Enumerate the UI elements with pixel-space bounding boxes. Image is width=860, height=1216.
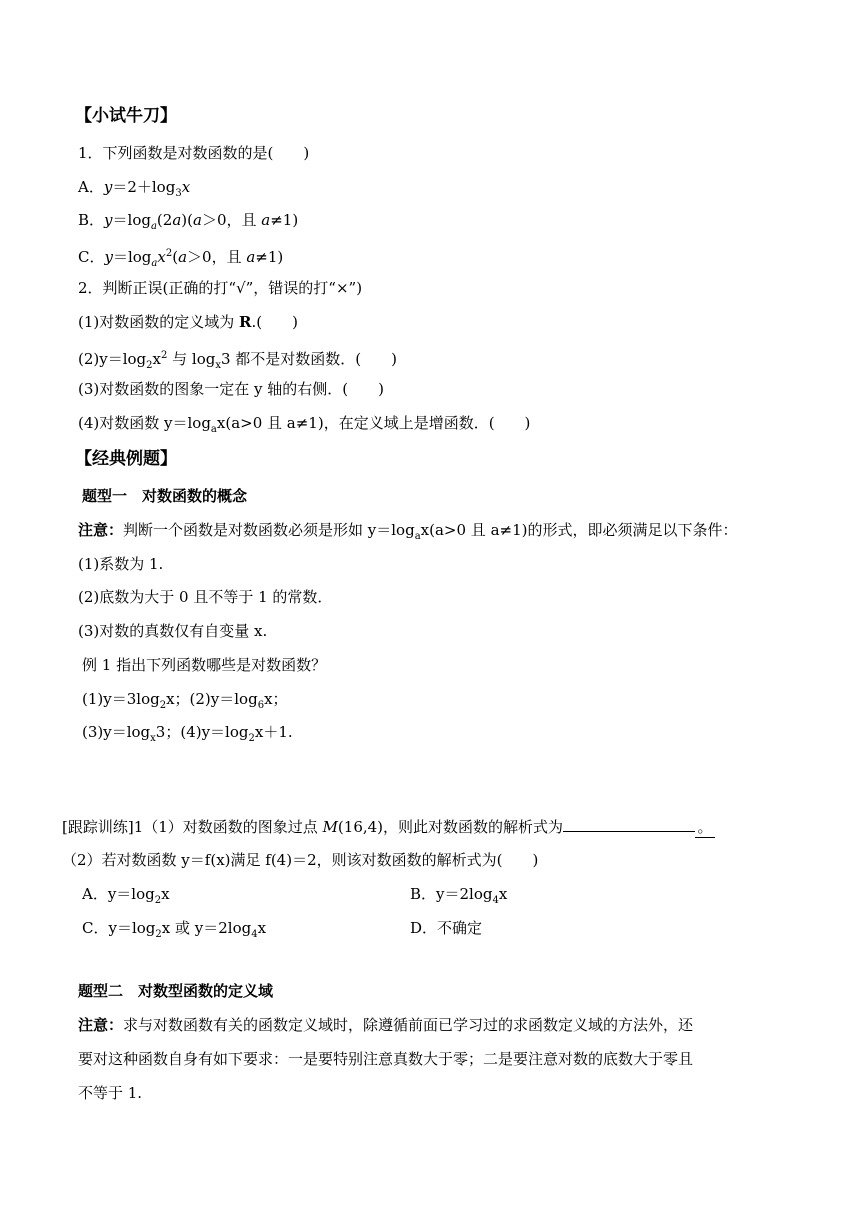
training-2-stem: （2）若对数函数 y＝f(x)满足 f(4)＝2，则该对数函数的解析式为( ) bbox=[62, 851, 539, 869]
section-heading-examples: 【经典例题】 bbox=[75, 449, 177, 469]
note-2-line-3: 不等于 1. bbox=[78, 1084, 143, 1102]
topic-1-title: 题型一 对数函数的概念 bbox=[82, 487, 248, 505]
training-2-option-a: A．$y=\log_2x$ bbox=[82, 885, 170, 906]
condition-3: (3)对数的真数仅有自变量 x. bbox=[78, 622, 268, 640]
note-1: 注意：判断一个函数是对数函数必须是形如 $y=\log_ax(a>0$ 且 a≠1)的形式，即必须满足以下条件： bbox=[78, 521, 738, 542]
example-1-line-1: $(1)y=3\log_2x$；$(2)y=\log_6x$； bbox=[82, 690, 288, 711]
question-1-option-b: B．$y=\log_a(2a)(a>0$，且 a≠1) bbox=[78, 211, 299, 232]
example-1-stem: 例 1 指出下列函数哪些是对数函数？ bbox=[82, 656, 327, 674]
note-2-line-2: 要对这种函数自身有如下要求：一是要特别注意真数大于零；二是要注意对数的底数大于零且 bbox=[78, 1050, 694, 1068]
example-1-line-2: $(3)y=\log_x3$；$(4)y=\log_2x+1$. bbox=[82, 723, 293, 744]
question-2-item-4: (4)对数函数 $y=\log_ax(a>0$ 且 a≠1)，在定义域上是增函数．( ) bbox=[78, 414, 531, 435]
question-1-option-a: A．$y=2+\log_3x$ bbox=[78, 178, 191, 199]
note-2-line-1: 注意：求与对数函数有关的函数定义域时，除遵循前面已学习过的求函数定义域的方法外，还 bbox=[78, 1016, 694, 1034]
question-1-stem: 1．下列函数是对数函数的是( ) bbox=[78, 144, 310, 162]
answer-blank bbox=[563, 817, 695, 832]
question-2-item-1: (1)对数函数的定义域为 R.( ) bbox=[78, 313, 298, 331]
section-heading-practice: 【小试牛刀】 bbox=[75, 106, 177, 126]
training-1: [跟踪训练]1（1）对数函数的图象过点 M(16,4)，则此对数函数的解析式为 。 bbox=[62, 817, 715, 838]
topic-2-title: 题型二 对数型函数的定义域 bbox=[78, 982, 274, 1000]
training-2-option-c: C．$y=\log_2x$ 或 $y=2\log_4x$ bbox=[82, 919, 267, 940]
training-2-option-b: B．$y=2\log_4x$ bbox=[410, 885, 508, 906]
condition-1: (1)系数为 1. bbox=[78, 555, 164, 573]
question-2-stem: 2．判断正误(正确的打“√”，错误的打“×”) bbox=[78, 279, 363, 297]
question-2-item-3: (3)对数函数的图象一定在 y 轴的右侧．( ) bbox=[78, 380, 384, 398]
question-2-item-2: $(2)y=\log_2x^2$ 与 $\log_x3$ 都不是对数函数．( ) bbox=[78, 350, 398, 371]
question-1-option-c: C．$y=\log_ax^2(a>0$，且 a≠1) bbox=[78, 248, 284, 269]
condition-2: (2)底数为大于 0 且不等于 1 的常数． bbox=[78, 588, 333, 606]
training-2-option-d: D．不确定 bbox=[410, 919, 483, 937]
